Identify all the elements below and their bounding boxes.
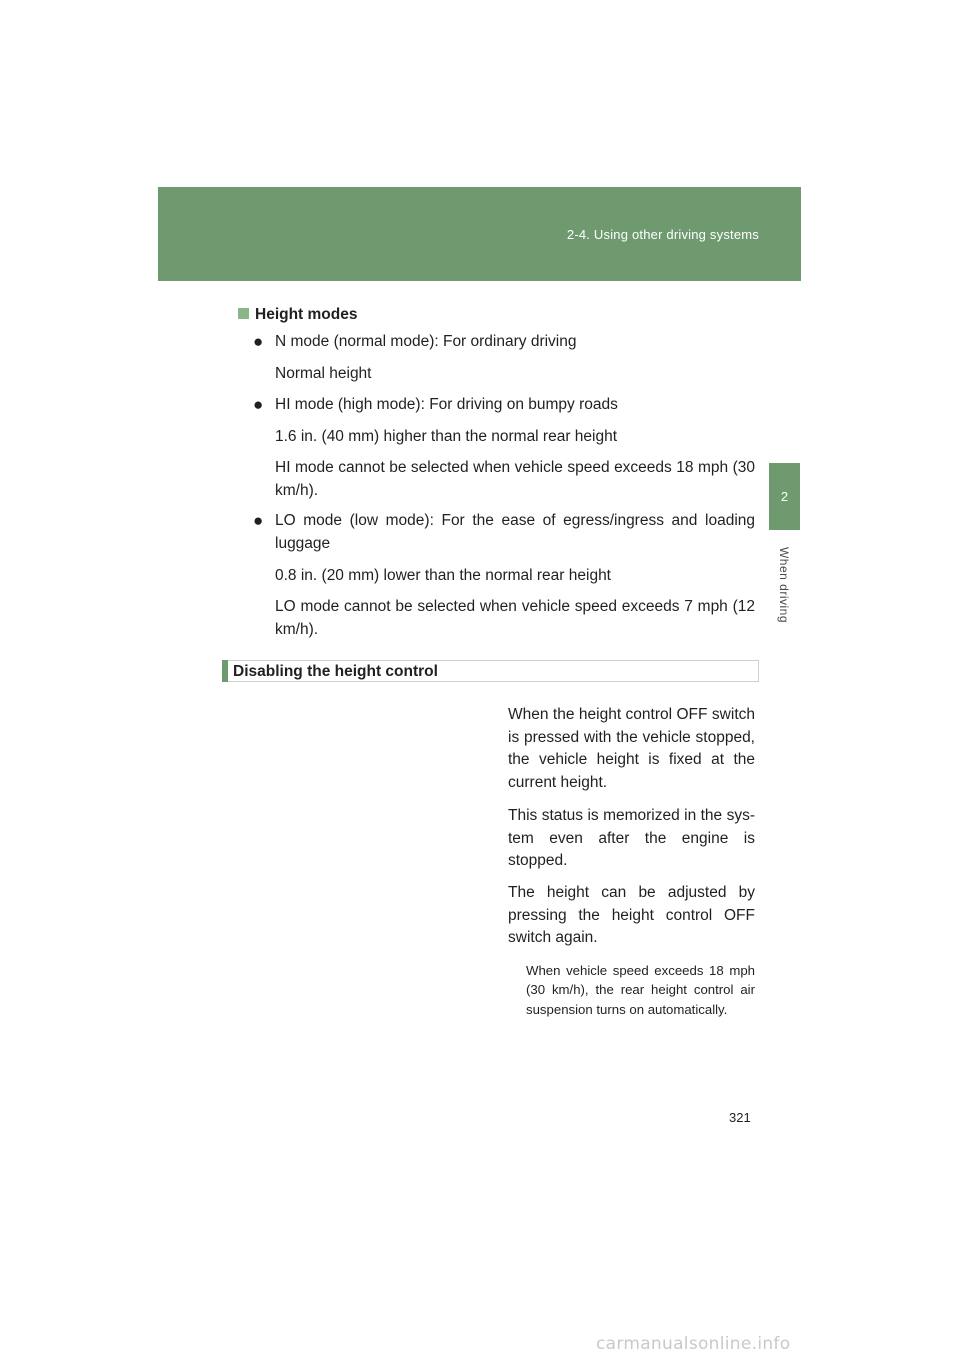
lo-mode-detail: 0.8 in. (20 mm) lower than the normal rear height: [275, 567, 611, 584]
watermark: carmanualsonline.info: [596, 1334, 791, 1354]
hi-mode-note: HI mode cannot be selected when vehicle speed exceeds 18 mph (30 km/h).: [275, 459, 755, 499]
disabling-paragraph-1: When the height control OFF switch is pressed with the vehicle stopped, the vehicle height is fixed at the current height.: [508, 706, 755, 791]
square-bullet-icon: [238, 308, 249, 319]
section-title: 2-4. Using other driving systems: [566, 227, 759, 242]
lo-mode-note: LO mode cannot be selected when vehicle speed exceeds 7 mph (12 km/h).: [275, 598, 755, 638]
disabling-heading: Disabling the height control: [233, 663, 438, 680]
heading-accent-bar: [222, 660, 228, 682]
header-band: [158, 187, 801, 281]
disabling-heading-box: [222, 660, 759, 682]
chapter-tab-label: When driving: [777, 546, 791, 624]
lo-mode-title: LO mode (low mode): For the ease of egress/ingress and loading luggage: [275, 512, 755, 552]
n-mode-title: N mode (normal mode): For ordinary driving: [275, 333, 577, 350]
disabling-paragraph-3: The height can be adjusted by pressing the height control OFF switch again.: [508, 884, 755, 946]
hi-mode-title: HI mode (high mode): For driving on bumpy roads: [275, 396, 618, 413]
bullet-icon: ●: [253, 332, 264, 351]
chapter-tab-number: 2: [769, 463, 800, 530]
hi-mode-detail: 1.6 in. (40 mm) higher than the normal rear height: [275, 428, 618, 445]
disabling-paragraph-2: This status is memorized in the sys-tem even after the engine is stopped.: [508, 807, 755, 869]
speed-note: When vehicle speed exceeds 18 mph (30 km/h), the rear height control air suspension turns on automatically.: [526, 963, 755, 1017]
bullet-icon: ●: [253, 395, 264, 414]
bullet-icon: ●: [253, 511, 264, 530]
n-mode-detail: Normal height: [275, 365, 372, 382]
height-modes-heading: Height modes: [238, 306, 357, 324]
page-number: 321: [729, 1110, 751, 1125]
